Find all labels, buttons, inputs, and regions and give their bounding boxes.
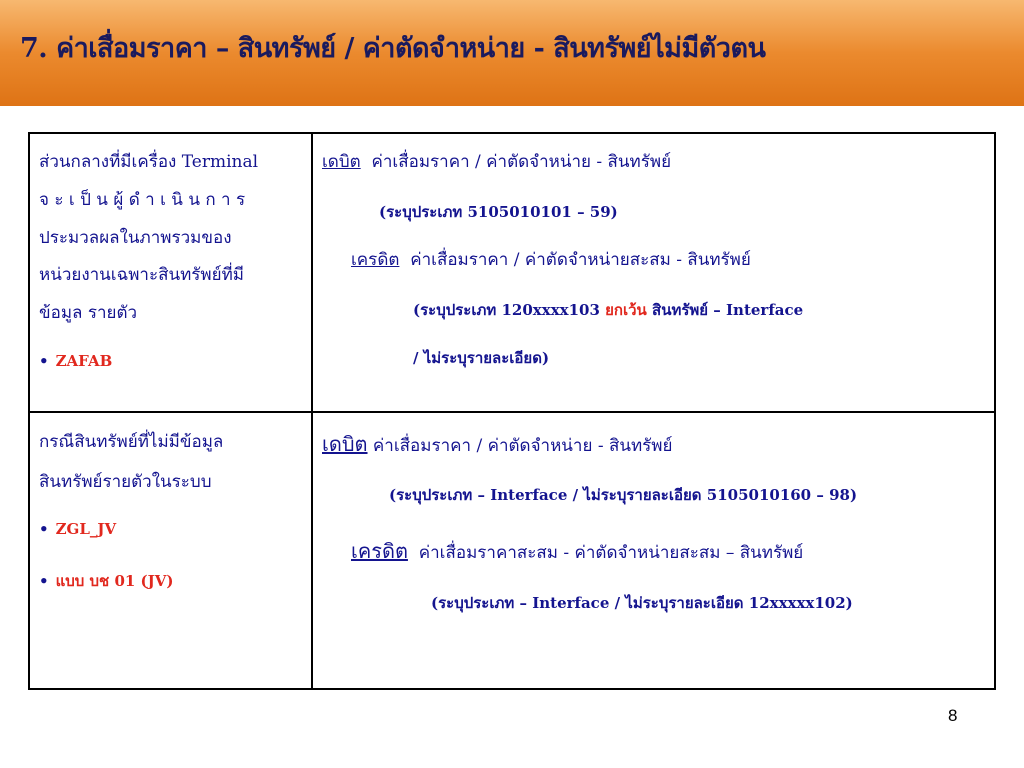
credit-label: เครดิต	[351, 250, 400, 270]
bullet-item	[39, 520, 116, 538]
debit-text: ค่าเสื่อมราคา / ค่าตัดจําหน่าย - สินทรัพย์	[371, 152, 672, 172]
debit-note: (ระบุประเภท 5105010101 – 59)	[379, 203, 618, 221]
bullet-text: ZAFAB	[55, 352, 113, 370]
entries-table	[28, 132, 996, 690]
row1-left-line: ส่วนกลางที่มีเครื่อง Terminal	[39, 152, 259, 172]
bullet-item	[39, 569, 173, 593]
credit-text: ค่าเสื่อมราคา / ค่าตัดจําหน่ายสะสม - สินทรัพย์	[410, 250, 751, 270]
row2-left-line: สินทรัพย์รายตัวในระบบ	[39, 472, 212, 492]
debit-entry	[322, 428, 672, 460]
slide-title: 7. ค่าเสื่อมราคา – สินทรัพย์ / ค่าตัดจำหน่าย - สินทรัพย์ไม่มีตัวตน	[20, 33, 766, 64]
credit-note-line2: / ไม่ระบุรายละเอียด)	[413, 349, 550, 367]
row2-left-line: กรณีสินทรัพย์ที่ไม่มีข้อมูล	[39, 432, 224, 452]
credit-note-a: (ระบุประเภท 120xxxx103	[413, 301, 600, 319]
title-banner	[0, 0, 1024, 106]
credit-entry	[351, 246, 751, 273]
credit-note	[413, 298, 803, 322]
row1-left-line: หน่วยงานเฉพาะสินทรัพย์ที่มี	[39, 265, 244, 285]
row-divider	[30, 411, 994, 413]
credit-entry	[351, 535, 803, 567]
column-divider	[311, 134, 313, 688]
exception-highlight: ยกเว้น	[605, 301, 647, 319]
bullet-dot-icon: •	[39, 352, 49, 370]
debit-text: ค่าเสื่อมราคา / ค่าตัดจําหน่าย - สินทรัพย์	[372, 436, 673, 456]
bullet-dot-icon: •	[39, 572, 49, 590]
debit-entry	[322, 148, 671, 175]
bullet-dot-icon: •	[39, 520, 49, 538]
credit-text: ค่าเสื่อมราคาสะสม - ค่าตัดจําหน่ายสะสม – สินทรัพย์	[418, 543, 804, 563]
row1-left-line: ข้อมูล รายตัว	[39, 303, 138, 323]
bullet-text: แบบ บช 01 (JV)	[55, 572, 174, 590]
bullet-text: ZGL_JV	[55, 520, 117, 538]
page-number: 8	[948, 706, 958, 725]
credit-note-b: สินทรัพย์ – Interface	[652, 301, 804, 319]
row1-left-line: ประมวลผลในภาพรวมของ	[39, 228, 232, 248]
credit-label: เครดิต	[351, 539, 408, 563]
bullet-item	[39, 352, 112, 370]
row1-left-line: จ ะ เ ป็ น ผู้ ดํ า เ นิ น ก า ร	[39, 190, 246, 210]
debit-label: เดบิต	[322, 152, 361, 172]
credit-note: (ระบุประเภท – Interface / ไม่ระบุรายละเอียด 12xxxxx102)	[431, 594, 853, 612]
debit-note: (ระบุประเภท – Interface / ไม่ระบุรายละเอียด 5105010160 – 98)	[389, 486, 858, 504]
debit-label: เดบิต	[322, 432, 368, 456]
